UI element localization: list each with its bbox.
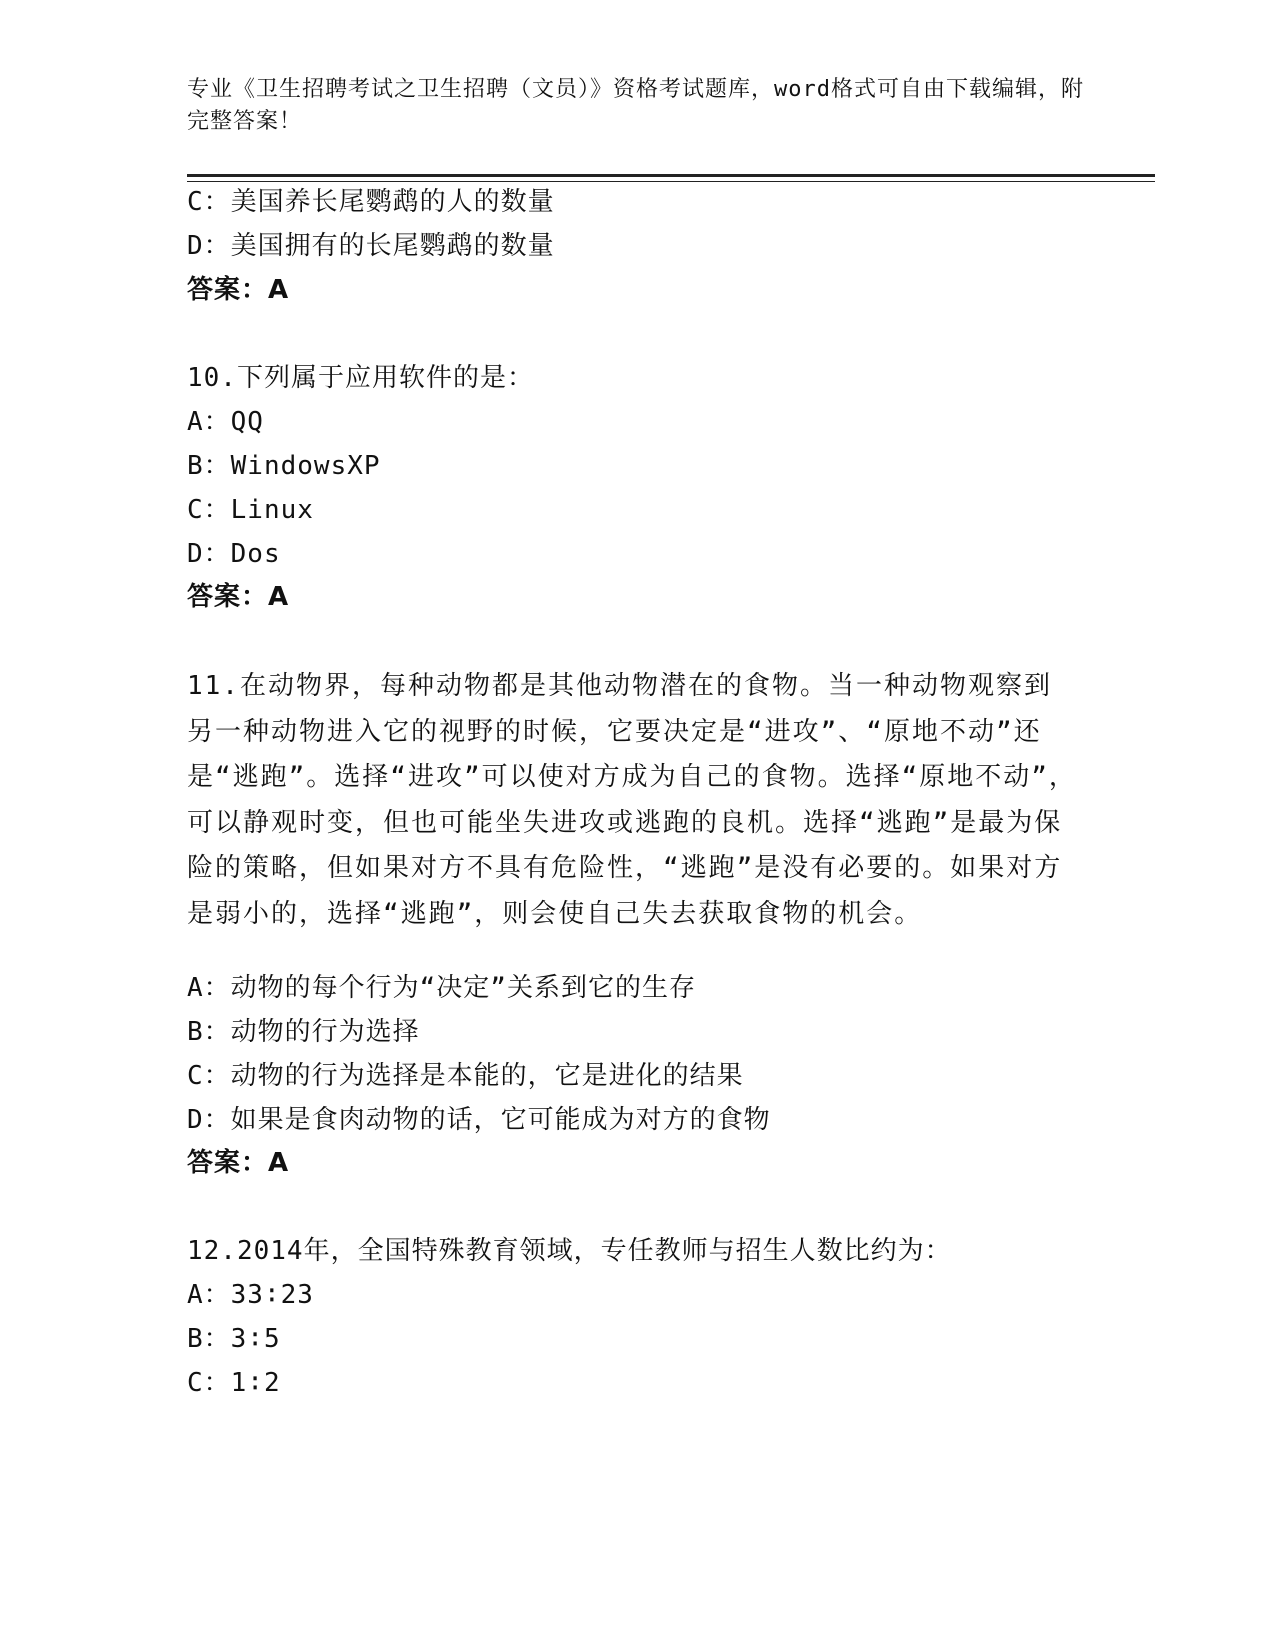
- document-header: 专业《卫生招聘考试之卫生招聘（文员）》资格考试题库，word格式可自由下载编辑，附完整答案！: [187, 77, 1084, 134]
- q10-stem: 10.下列属于应用软件的是：: [187, 363, 534, 393]
- q10-option-c: C：Linux: [187, 495, 314, 525]
- header-divider-thin: [187, 181, 1155, 182]
- q10-answer: 答案：A: [187, 582, 290, 612]
- q9-answer: 答案：A: [187, 275, 290, 305]
- q12-option-a: A：33∶23: [187, 1280, 314, 1310]
- q12-option-b: B：3∶5: [187, 1324, 281, 1354]
- q12-option-c: C：1∶2: [187, 1368, 281, 1398]
- q11-option-b: B：动物的行为选择: [187, 1017, 420, 1047]
- q11-answer: 答案：A: [187, 1148, 290, 1178]
- q9-option-d: D：美国拥有的长尾鹦鹉的数量: [187, 231, 555, 261]
- q12-stem: 12.2014年，全国特殊教育领域，专任教师与招生人数比约为：: [187, 1236, 952, 1266]
- header-divider-thick: [187, 174, 1155, 177]
- q11-option-a: A：动物的每个行为“决定”关系到它的生存: [187, 973, 696, 1003]
- q9-option-c: C：美国养长尾鹦鹉的人的数量: [187, 187, 555, 217]
- q11-stem: 11.在动物界，每种动物都是其他动物潜在的食物。当一种动物观察到另一种动物进入它的视野的时候，它要决定是“进攻”、“原地不动”还是“逃跑”。选择“进攻”可以使对方成为自己的食物。选择“原地不动”，可以静观时变，但也可能坐失进攻或逃跑的良机。选择“逃跑”是最为保险的策略，但如果对方不具有危险性，“逃跑”是没有必要的。如果对方是弱小的，选择“逃跑”，则会使自己失去获取食物的机会。: [187, 671, 1077, 929]
- q10-option-a: A：QQ: [187, 407, 264, 437]
- q11-option-d: D：如果是食肉动物的话，它可能成为对方的食物: [187, 1105, 771, 1135]
- q10-option-b: B：WindowsXP: [187, 451, 381, 481]
- q10-option-d: D：Dos: [187, 539, 281, 569]
- q11-option-c: C：动物的行为选择是本能的，它是进化的结果: [187, 1061, 744, 1091]
